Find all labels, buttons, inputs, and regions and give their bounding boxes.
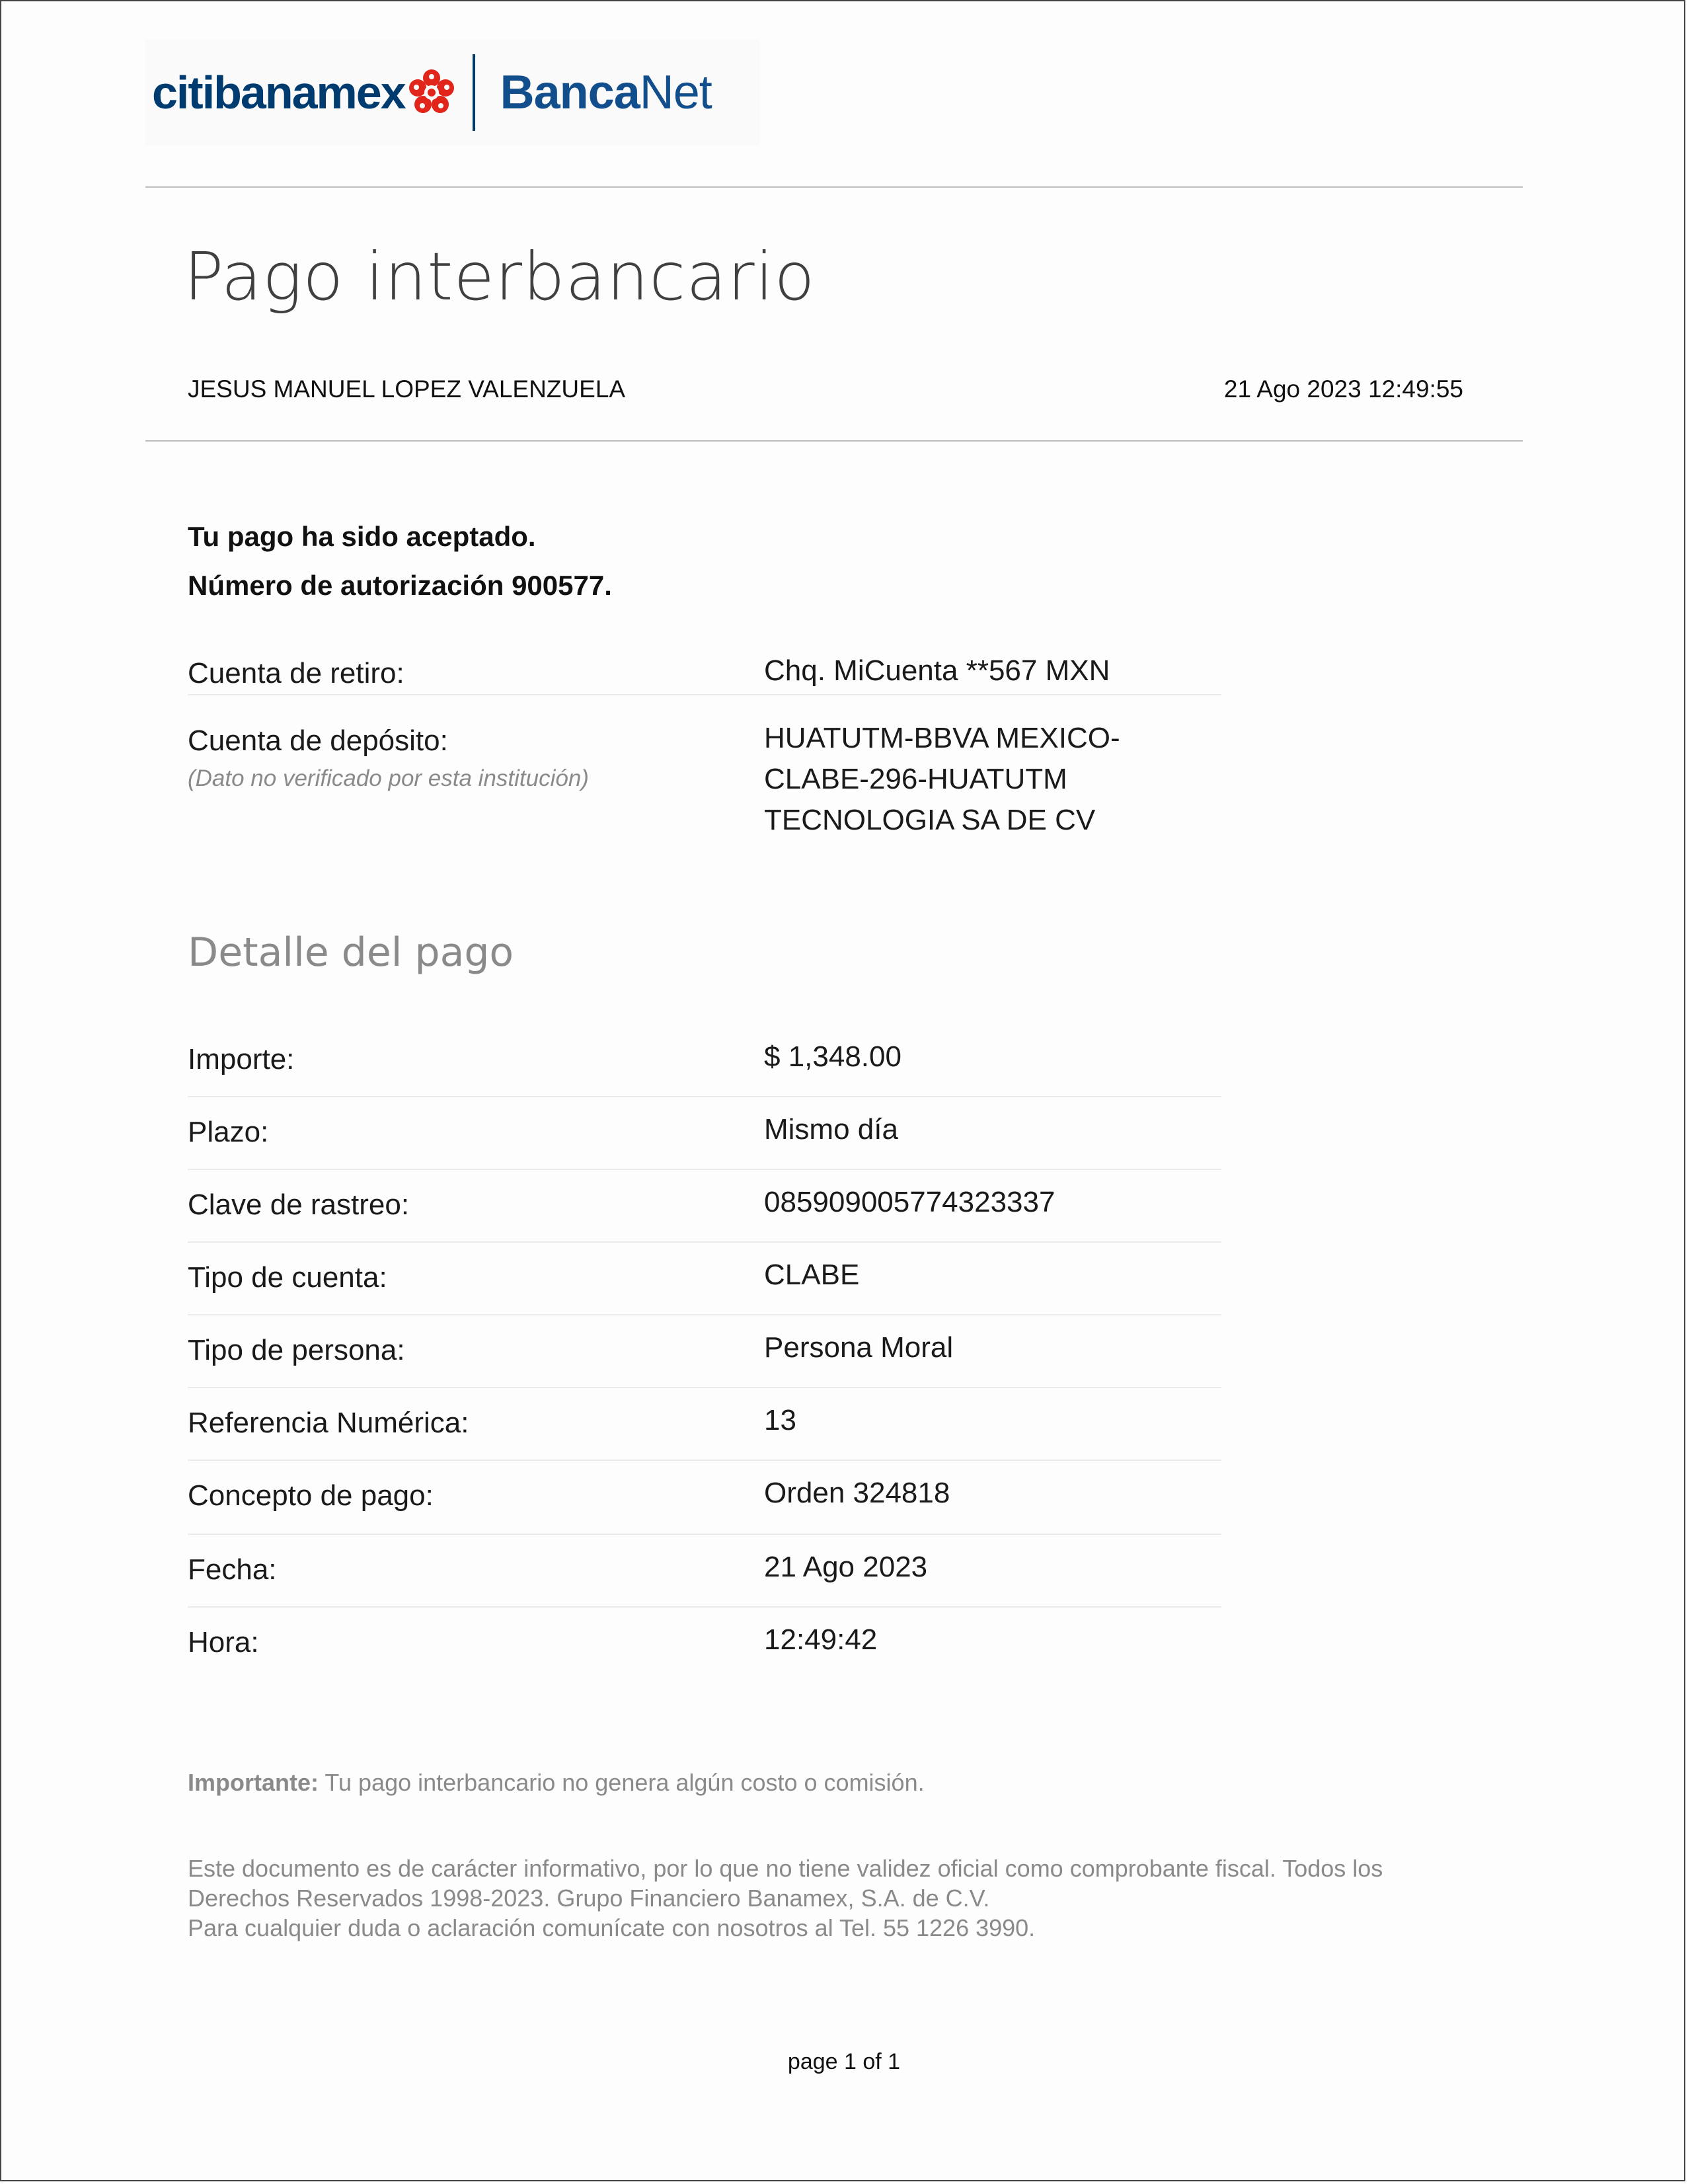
- authorization-number: Número de autorización 900577.: [188, 570, 612, 601]
- term-label: Plazo:: [188, 1116, 269, 1148]
- header-divider: [145, 186, 1523, 188]
- time-value: 12:49:42: [764, 1623, 878, 1656]
- time-label: Hora:: [188, 1626, 259, 1658]
- account-type-value: CLABE: [764, 1259, 860, 1291]
- row-divider: [188, 1096, 1221, 1097]
- important-note: [188, 1769, 925, 1797]
- disclaimer-line: Derechos Reservados 1998-2023. Grupo Financiero Banamex, S.A. de C.V.: [188, 1885, 990, 1912]
- amount-value: $ 1,348.00: [764, 1040, 902, 1073]
- account-type-label: Tipo de cuenta:: [188, 1261, 387, 1294]
- page-title: Pago interbancario: [184, 238, 816, 315]
- net-wordmark: Net: [639, 66, 712, 119]
- numeric-reference-label: Referencia Numérica:: [188, 1407, 469, 1439]
- brand-divider: [473, 54, 475, 131]
- term-value: Mismo día: [764, 1113, 898, 1146]
- disclaimer-line: Este documento es de carácter informativo, por lo que no tiene validez oficial como comprobante fiscal. Todos los: [188, 1855, 1383, 1882]
- deposit-account-note: (Dato no verificado por esta institución): [188, 765, 589, 791]
- section-title: Detalle del pago: [188, 929, 514, 976]
- banamex-wordmark: banamex: [213, 67, 405, 118]
- row-divider: [188, 1606, 1221, 1608]
- deposit-value-line: HUATUTM-BBVA MEXICO-: [764, 722, 1120, 754]
- payment-concept-value: Orden 324818: [764, 1477, 950, 1509]
- important-label: Importante:: [188, 1769, 319, 1796]
- tracking-key-value: 085909005774323337: [764, 1186, 1055, 1218]
- disclaimer-line: Para cualquier duda o aclaración comunícate con nosotros al Tel. 55 1226 3990.: [188, 1914, 1036, 1941]
- withdrawal-account-value: Chq. MiCuenta **567 MXN: [764, 654, 1110, 687]
- date-value: 21 Ago 2023: [764, 1551, 928, 1583]
- payment-concept-label: Concepto de pago:: [188, 1479, 434, 1512]
- confirmation-message: Tu pago ha sido aceptado.: [188, 521, 536, 552]
- row-divider: [188, 1241, 1221, 1243]
- row-divider: [188, 1387, 1221, 1388]
- person-type-label: Tipo de persona:: [188, 1334, 405, 1366]
- important-text: Tu pago interbancario no genera algún costo o comisión.: [319, 1769, 925, 1796]
- citi-wordmark: citi: [152, 67, 214, 118]
- numeric-reference-value: 13: [764, 1404, 796, 1436]
- amount-label: Importe:: [188, 1043, 295, 1075]
- deposit-account-value: [764, 718, 1120, 841]
- person-type-value: Persona Moral: [764, 1331, 954, 1364]
- deposit-account-label: Cuenta de depósito:: [188, 724, 448, 757]
- banamex-flower-icon: [408, 69, 455, 116]
- banca-wordmark: Banca: [500, 66, 640, 119]
- legal-disclaimer: [188, 1853, 1483, 1943]
- row-divider: [188, 1460, 1221, 1461]
- page-number: page 1 of 1: [787, 2049, 901, 2074]
- row-divider: [188, 1314, 1221, 1315]
- transaction-timestamp: 21 Ago 2023 12:49:55: [1223, 375, 1463, 403]
- date-label: Fecha:: [188, 1553, 277, 1586]
- account-holder: JESUS MANUEL LOPEZ VALENZUELA: [188, 375, 626, 403]
- withdrawal-account-label: Cuenta de retiro:: [188, 657, 404, 689]
- deposit-value-line: TECNOLOGIA SA DE CV: [764, 804, 1096, 836]
- row-divider: [188, 1169, 1221, 1170]
- row-divider: [188, 694, 1221, 695]
- row-divider: [188, 1534, 1221, 1535]
- brand-logo: [145, 40, 760, 145]
- deposit-value-line: CLABE-296-HUATUTM: [764, 763, 1067, 795]
- title-divider: [145, 440, 1523, 442]
- tracking-key-label: Clave de rastreo:: [188, 1189, 410, 1221]
